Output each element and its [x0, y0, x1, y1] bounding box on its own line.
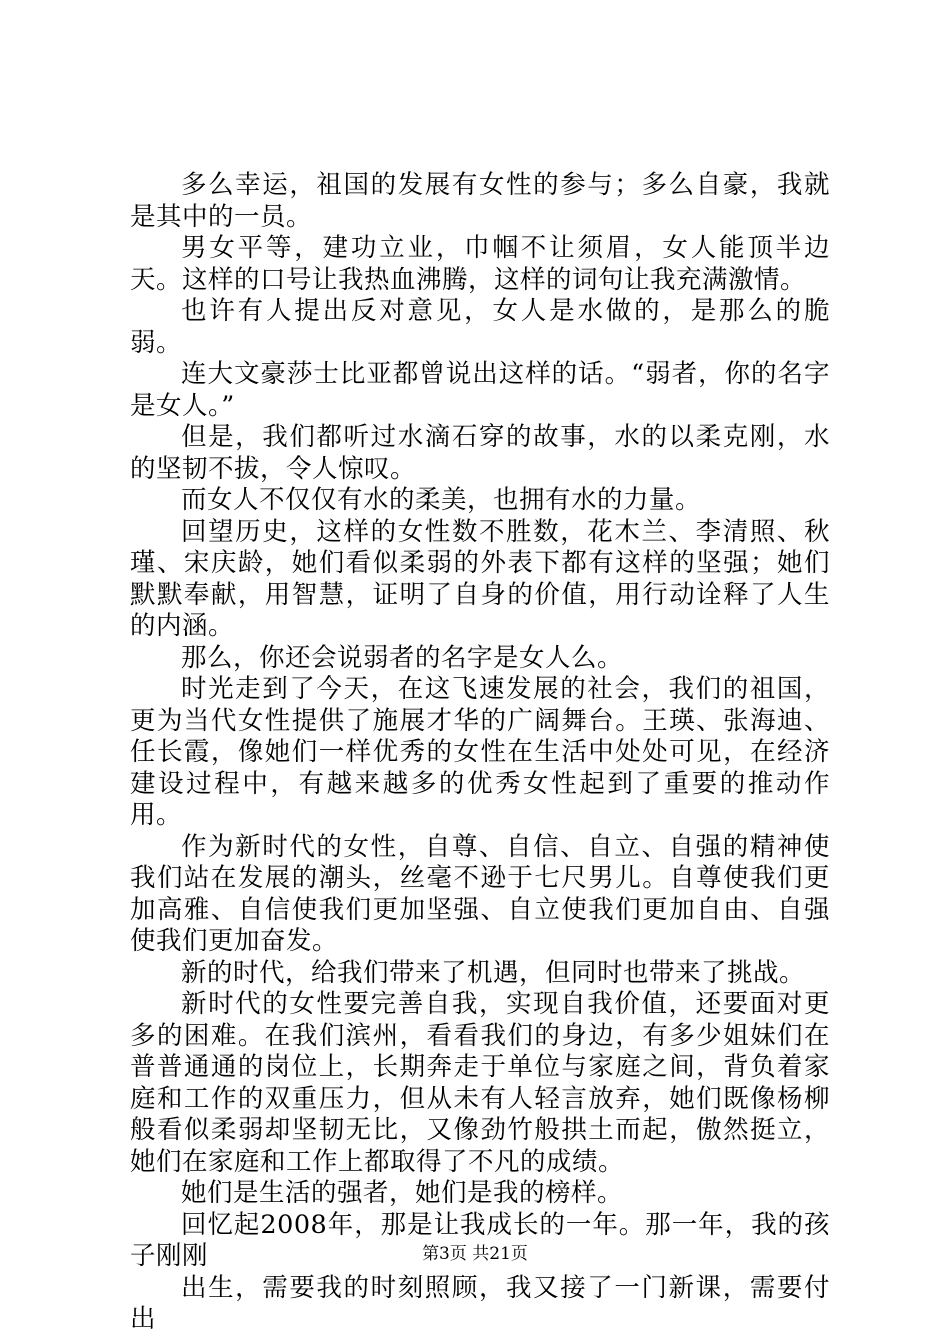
paragraph: 连大文豪莎士比亚都曾说出这样的话。“弱者，你的名字是女人。” — [130, 359, 830, 421]
paragraph: 多么幸运，祖国的发展有女性的参与；多么自豪，我就是其中的一员。 — [130, 170, 830, 232]
paragraph: 回忆起2008年，那是让我成长的一年。那一年，我的孩子刚刚 — [130, 1209, 830, 1271]
paragraph: 回望历史，这样的女性数不胜数，花木兰、李清照、秋瑾、宋庆龄，她们看似柔弱的外表下都有这样的坚强；她们默默奉献，用智慧，证明了自身的价值，用行动诠释了人生的内涵。 — [130, 516, 830, 641]
paragraph: 但是，我们都听过水滴石穿的故事，水的以柔克刚，水的坚韧不拔，令人惊叹。 — [130, 422, 830, 484]
paragraph: 作为新时代的女性，自尊、自信、自立、自强的精神使我们站在发展的潮头，丝毫不逊于七尺男儿。自尊使我们更加高雅、自信使我们更加坚强、自立使我们更加自由、自强使我们更加奋发。 — [130, 831, 830, 956]
paragraph: 时光走到了今天，在这飞速发展的社会，我们的祖国，更为当代女性提供了施展才华的广阔舞台。王瑛、张海迪、任长霞，像她们一样优秀的女性在生活中处处可见，在经济建设过程中，有越来越多的优秀女性起到了重要的推动作用。 — [130, 674, 830, 830]
document-body — [130, 170, 830, 1336]
paragraph: 而女人不仅仅有水的柔美，也拥有水的力量。 — [181, 485, 702, 515]
paragraph: 新的时代，给我们带来了机遇，但同时也带来了挑战。 — [181, 957, 806, 988]
paragraph: 那么，你还会说弱者的名字是女人么。 — [181, 642, 624, 673]
paragraph: 新时代的女性要完善自我，实现自我价值，还要面对更多的困难。在我们滨州，看看我们的身边，有多少姐妹们在普普通通的岗位上，长期奔走于单位与家庭之间，背负着家庭和工作的双重压力，但从未有人轻言放弃，她们既像杨柳般看似柔弱却坚韧无比，又像劲竹般拱土而起，傲然挺立，她们在家庭和工作上都取得了不凡的成绩。 — [130, 989, 830, 1177]
page-number-label: 第3页 共21页 — [422, 1244, 528, 1264]
paragraph: 她们是生活的强者，她们是我的榜样。 — [181, 1178, 624, 1208]
paragraph: 出生，需要我的时刻照顾，我又接了一门新课，需要付出 — [130, 1272, 830, 1334]
paragraph: 男女平等，建功立业，巾帼不让须眉，女人能顶半边天。这样的口号让我热血沸腾，这样的词句让我充满激情。 — [130, 233, 830, 295]
paragraph: 也许有人提出反对意见，女人是水做的，是那么的脆弱。 — [130, 296, 830, 358]
page-footer — [0, 1244, 950, 1264]
